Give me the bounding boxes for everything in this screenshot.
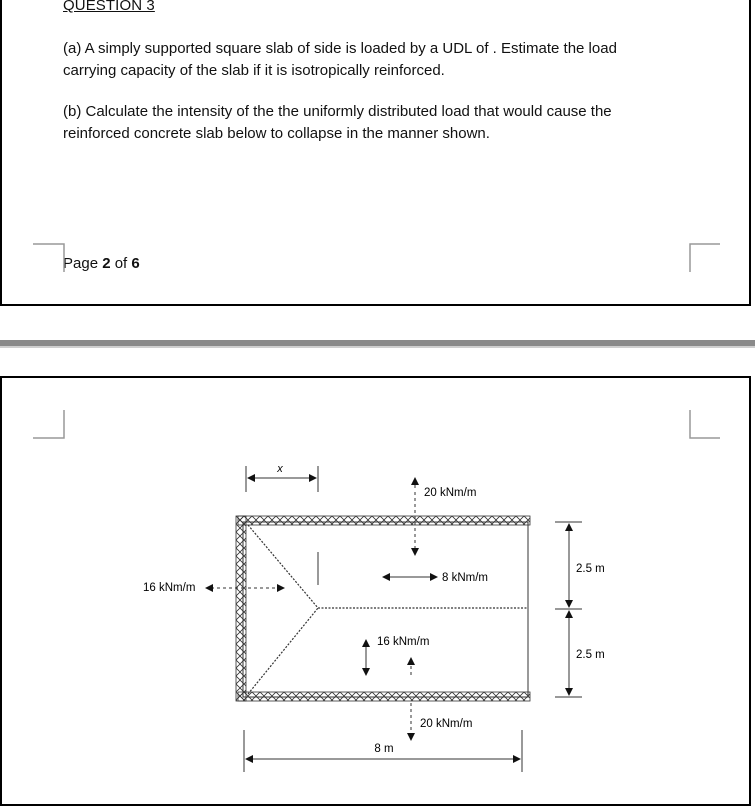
label-x: x: [277, 463, 283, 475]
dim-upper-label: 2.5 m: [576, 563, 605, 575]
dim-width-label: 8 m: [374, 743, 394, 755]
part-a-line-2: carrying capacity of the slab if it is isotropically reinforced.: [63, 62, 445, 79]
page-total: 6: [131, 255, 140, 272]
support-left: [236, 516, 246, 701]
moment-inner-top-label: 8 kNm/m: [442, 572, 488, 584]
yield-line-lower-diagonal: [248, 608, 318, 694]
moment-top-label: 20 kNm/m: [424, 487, 477, 499]
slab-outline: [243, 522, 528, 697]
page-prefix: Page: [63, 255, 103, 272]
yield-line-upper-diagonal: [248, 525, 318, 608]
moment-inner-bottom-label: 16 kNm/m: [377, 636, 430, 648]
page-of: of: [110, 255, 132, 272]
part-b-line-1: (b) Calculate the intensity of the the uniformly distributed load that would cause the: [63, 103, 612, 120]
question-title: QUESTION 3: [63, 0, 155, 14]
support-bottom: [238, 692, 530, 701]
support-top: [238, 516, 530, 525]
moment-left-label: 16 kNm/m: [143, 582, 196, 594]
page-current: 2: [102, 255, 111, 272]
moment-bottom-label: 20 kNm/m: [420, 718, 473, 730]
part-a-line-1: (a) A simply supported square slab of side is loaded by a UDL of . Estimate the load: [63, 40, 617, 57]
dim-lower-label: 2.5 m: [576, 649, 605, 661]
part-b-line-2: reinforced concrete slab below to collapse in the manner shown.: [63, 125, 490, 142]
